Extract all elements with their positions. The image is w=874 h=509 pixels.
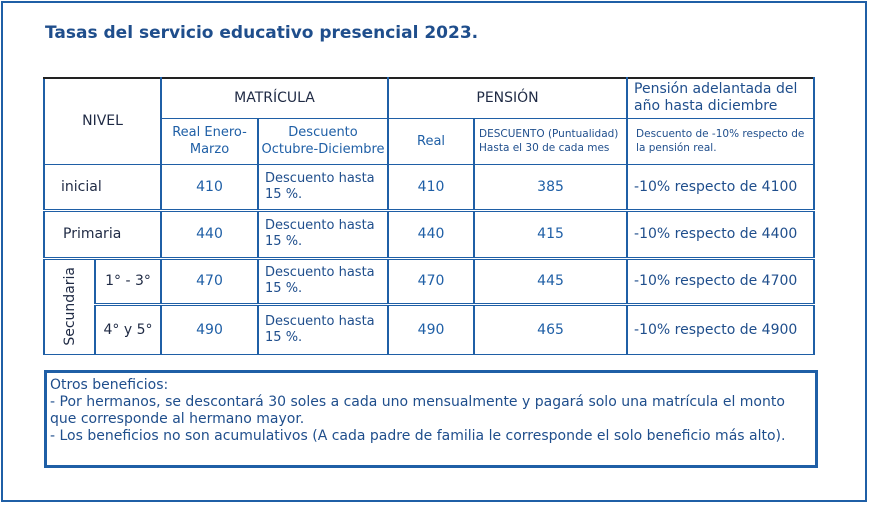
header-pension: PENSIÓN [388, 78, 627, 118]
row-mat-real: 470 [161, 258, 258, 304]
row-mat-desc: Descuento hasta 15 %. [258, 210, 388, 258]
row-mat-desc: Descuento hasta 15 %. [258, 164, 388, 210]
header-pension-real: Real [388, 118, 474, 164]
row-nivel: inicial [44, 164, 161, 210]
page-title: Tasas del servicio educativo presencial 2023. [45, 23, 479, 43]
header-matricula-descuento: Descuento Octubre-Diciembre [258, 118, 388, 164]
secundaria-label: Secundaria [61, 267, 78, 346]
benefit-item: - Por hermanos, se descontará 30 soles a cada uno mensualmente y pagará solo una matrícula el monto que corresponde al hermano mayor. [50, 394, 785, 427]
header-matricula: MATRÍCULA [161, 78, 388, 118]
header-matricula-real: Real Enero-Marzo [161, 118, 258, 164]
row-pen-desc: 465 [474, 304, 627, 354]
header-adelantada: Pensión adelantada del año hasta diciembre [627, 78, 814, 118]
row-pen-real: 410 [388, 164, 474, 210]
row-nivel: 4° y 5° [95, 304, 161, 354]
row-pen-desc: 415 [474, 210, 627, 258]
row-adelantada: -10% respecto de 4900 [627, 304, 814, 354]
row-nivel: 1° - 3° [95, 258, 161, 304]
secundaria-cell [44, 258, 95, 354]
header-adelantada-desc: Descuento de -10% respecto de la pensión real. [627, 118, 814, 164]
row-pen-real: 490 [388, 304, 474, 354]
tasas-table [43, 77, 815, 355]
row-adelantada: -10% respecto de 4100 [627, 164, 814, 210]
row-mat-real: 440 [161, 210, 258, 258]
row-pen-desc: 445 [474, 258, 627, 304]
row-mat-real: 410 [161, 164, 258, 210]
row-mat-desc: Descuento hasta 15 %. [258, 258, 388, 304]
benefits-box [44, 370, 818, 468]
row-adelantada: -10% respecto de 4400 [627, 210, 814, 258]
row-pen-real: 440 [388, 210, 474, 258]
row-mat-desc: Descuento hasta 15 %. [258, 304, 388, 354]
header-nivel: NIVEL [44, 78, 161, 164]
row-pen-desc: 385 [474, 164, 627, 210]
benefit-item: - Los beneficios no son acumulativos (A cada padre de familia le corresponde el solo beneficio más alto). [50, 428, 786, 444]
row-adelantada: -10% respecto de 4700 [627, 258, 814, 304]
header-pension-descuento: DESCUENTO (Puntualidad) Hasta el 30 de cada mes [474, 118, 627, 164]
row-pen-real: 470 [388, 258, 474, 304]
row-nivel: Primaria [44, 210, 161, 258]
row-mat-real: 490 [161, 304, 258, 354]
benefits-heading: Otros beneficios: [50, 377, 169, 393]
